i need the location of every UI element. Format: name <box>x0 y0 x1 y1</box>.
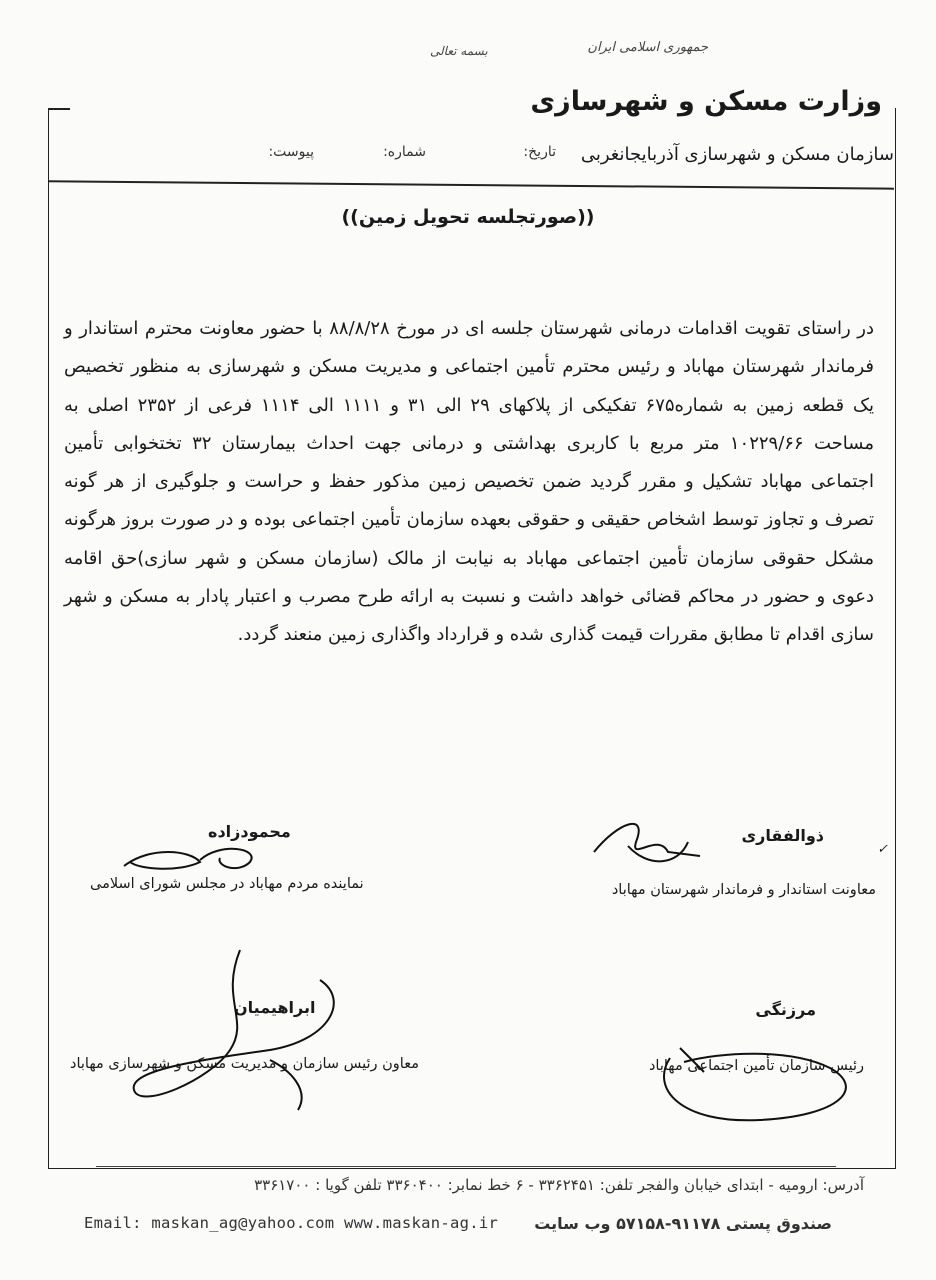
signatory-role-ebrahimian: معاون رئیس سازمان و مدیریت مسکن و شهرسازی مهاباد <box>70 1056 419 1072</box>
document-title: ((صورتجلسه تحویل زمین)) <box>341 206 595 228</box>
body-paragraph: در راستای تقویت اقدامات درمانی شهرستان جلسه ای در مورخ ۸۸/۸/۲۸ با حضور معاونت محترم استاندار و فرماندار شهرستان مهاباد و رئیس محترم تأمین اجتماعی و مدیریت مسکن و شهرسازی به منظور تخصیص یک قطعه زمین به شماره۶۷۵ تفکیکی از پلاکهای ۲۹ الی ۳۱ و ۱۱۱۱ الی ۱۱۱۴ فرعی از ۲۳۵۲ اصلی به مساحت ۱۰۲۲۹/۶۶ متر مربع با کاربری بهداشتی و درمانی جهت احداث بیمارستان ۳۲ تختخوابی تأمین اجتماعی مهاباد تشکیل و مقرر گردید ضمن تخصیص زمین مذکور حفظ و حراست و جلوگیری از هر گونه تصرف و تجاوز توسط اشخاص حقیقی و حقوقی بعهده سازمان تأمین اجتماعی بوده و در صورت بروز هرگونه مشکل حقوقی سازمان تأمین اجتماعی مهاباد به نیابت از مالک (سازمان مسکن و شهر سازی)حق اقامه دعوی و حضور در محاکم قضائی خواهد داشت و نسبت به ارائه طرح مصرب و اعتبار پادار به مسکن و شهر سازی اقدام تا مطابق مقررات قیمت گذاری شده و قرارداد واگذاری زمین منعند گردد. <box>64 318 875 646</box>
footer-postbox: صندوق پستی ۹۱۱۷۸-۵۷۱۵۸ وب سایت <box>534 1214 832 1233</box>
footer-rule <box>96 1166 836 1167</box>
signatory-role-mahmoudzadeh: نماینده مردم مهاباد در مجلس شورای اسلامی <box>90 876 364 892</box>
number-label: شماره: <box>383 144 426 160</box>
attachment-label: پیوست: <box>268 144 314 160</box>
signature-zolfaghari <box>588 812 708 882</box>
signatory-name-zolfaghari: ذوالفقاری <box>741 826 824 845</box>
signatory-name-mahmoudzadeh: محمودزاده <box>208 822 291 841</box>
signatory-role-marzangi: رئیس سازمان تأمین اجتماعی مهاباد <box>648 1058 864 1074</box>
republic-header: جمهوری اسلامی ایران <box>587 40 708 55</box>
signature-mahmoudzadeh <box>120 836 270 886</box>
signatory-name-marzangi: مرزنگی <box>755 1000 816 1019</box>
bismillah: بسمه تعالی <box>430 44 488 58</box>
ministry-title: وزارت مسکن و شهرسازی <box>530 86 882 117</box>
signature-ebrahimian <box>120 940 360 1120</box>
signatory-name-ebrahimian: ابراهیمیان <box>234 998 316 1017</box>
date-label: تاریخ: <box>523 144 556 160</box>
footer-email-website: Email: maskan_ag@yahoo.com www.maskan-ag.ir <box>84 1214 499 1232</box>
initial-mark: ✓ <box>877 842 888 857</box>
organization-name: سازمان مسکن و شهرسازی آذربایجانغربی <box>580 144 894 165</box>
signature-marzangi <box>640 1028 870 1128</box>
signatory-role-zolfaghari: معاونت استاندار و فرماندار شهرستان مهاباد <box>611 882 876 898</box>
footer-address: آدرس: ارومیه - ابتدای خیابان والفجر تلفن: ۳۳۶۲۴۵۱ - ۶ خط نمابر: ۳۳۶۰۴۰۰ تلفن گویا : ۳۳۶۱۷۰۰ <box>254 1176 864 1194</box>
